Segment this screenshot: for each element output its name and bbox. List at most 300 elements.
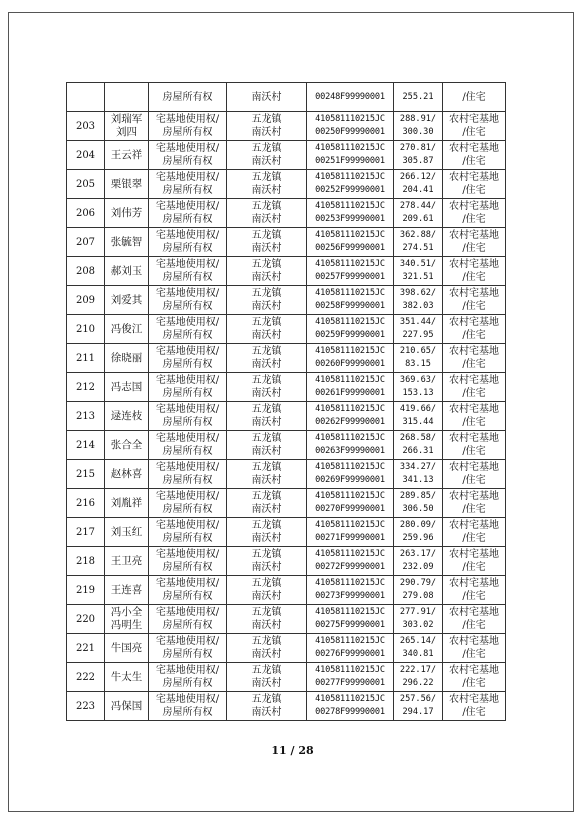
row-number-cell: 211	[67, 344, 105, 373]
right-type-line: 宅基地使用权/	[155, 491, 220, 502]
use-line: /住宅	[462, 620, 486, 631]
row-number-cell	[67, 83, 105, 112]
location-line: 南沃村	[251, 127, 282, 138]
unit-code-cell	[307, 286, 394, 315]
row-number-cell: 204	[67, 141, 105, 170]
unit-code-line: 00271F99990001	[315, 533, 385, 543]
area-line: 340.51/	[399, 259, 437, 269]
right-type-line: 宅基地使用权/	[155, 636, 220, 647]
use-cell	[443, 605, 506, 634]
use-cell	[443, 692, 506, 721]
right-type-cell	[149, 518, 227, 547]
right-type-cell	[149, 315, 227, 344]
use-line: 农村宅基地	[449, 607, 499, 618]
location-line: 南沃村	[251, 156, 282, 167]
unit-code-cell	[307, 112, 394, 141]
row-number-cell: 216	[67, 489, 105, 518]
area-cell	[394, 547, 443, 576]
right-type-line: 宅基地使用权/	[155, 462, 220, 473]
name-line: 徐晓丽	[110, 351, 143, 364]
use-line: 农村宅基地	[449, 375, 499, 386]
use-cell	[443, 402, 506, 431]
name-line: 张合全	[110, 438, 143, 451]
use-cell	[443, 518, 506, 547]
unit-code-line: 00278F99990001	[315, 707, 385, 717]
use-line: 农村宅基地	[449, 201, 499, 212]
row-number-cell: 221	[67, 634, 105, 663]
unit-code-line: 00258F99990001	[315, 301, 385, 311]
table-row	[67, 402, 506, 431]
table-row	[67, 315, 506, 344]
use-line: /住宅	[462, 649, 486, 660]
right-type-line: 宅基地使用权/	[155, 549, 220, 560]
area-line: 305.87	[402, 156, 434, 166]
location-cell	[227, 170, 307, 199]
use-cell	[443, 286, 506, 315]
unit-code-line: 410581110215JC	[315, 201, 385, 211]
area-line: 340.81	[402, 649, 434, 659]
row-number-cell: 218	[67, 547, 105, 576]
row-number-cell: 223	[67, 692, 105, 721]
right-type-line: 房屋所有权	[162, 475, 213, 486]
right-type-line: 宅基地使用权/	[155, 607, 220, 618]
right-type-line: 宅基地使用权/	[155, 201, 220, 212]
area-cell	[394, 605, 443, 634]
row-number-cell: 217	[67, 518, 105, 547]
location-cell	[227, 344, 307, 373]
row-number-cell: 219	[67, 576, 105, 605]
area-line: 300.30	[402, 127, 434, 137]
right-type-cell	[149, 431, 227, 460]
use-line: 农村宅基地	[449, 665, 499, 676]
location-line: 五龙镇	[251, 578, 282, 589]
name-cell	[105, 547, 149, 576]
right-type-line: 宅基地使用权/	[155, 433, 220, 444]
name-line: 冯保国	[110, 699, 143, 712]
name-line: 王连喜	[110, 583, 143, 596]
area-line: 209.61	[402, 214, 434, 224]
use-cell	[443, 315, 506, 344]
right-type-line: 房屋所有权	[162, 678, 213, 689]
area-line: 290.79/	[399, 578, 437, 588]
area-line: 204.41	[402, 185, 434, 195]
area-cell	[394, 460, 443, 489]
use-line: /住宅	[462, 156, 486, 167]
location-cell	[227, 431, 307, 460]
location-line: 五龙镇	[251, 491, 282, 502]
name-cell	[105, 373, 149, 402]
name-line: 冯小全	[110, 606, 143, 618]
unit-code-line: 410581110215JC	[315, 491, 385, 501]
location-cell	[227, 228, 307, 257]
name-cell	[105, 315, 149, 344]
use-line: 农村宅基地	[449, 259, 499, 270]
unit-code-line: 00270F99990001	[315, 504, 385, 514]
table-row	[67, 460, 506, 489]
area-line: 259.96	[402, 533, 434, 543]
right-type-line: 房屋所有权	[162, 620, 213, 631]
use-cell	[443, 431, 506, 460]
row-number-cell: 222	[67, 663, 105, 692]
right-type-cell	[149, 199, 227, 228]
table-row	[67, 692, 506, 721]
table-row	[67, 373, 506, 402]
right-type-line: 宅基地使用权/	[155, 578, 220, 589]
use-line: 农村宅基地	[449, 143, 499, 154]
right-type-line: 宅基地使用权/	[155, 259, 220, 270]
area-line: 232.09	[402, 562, 434, 572]
use-cell	[443, 460, 506, 489]
use-line: /住宅	[462, 417, 486, 428]
unit-code-cell	[307, 315, 394, 344]
area-line: 306.50	[402, 504, 434, 514]
area-line: 268.58/	[399, 433, 437, 443]
right-type-line: 房屋所有权	[162, 649, 213, 660]
location-line: 五龙镇	[251, 259, 282, 270]
use-cell	[443, 257, 506, 286]
table-row	[67, 547, 506, 576]
name-line: 栗银翠	[110, 177, 143, 190]
unit-code-line: 00263F99990001	[315, 446, 385, 456]
use-cell: /住宅	[443, 83, 506, 112]
name-cell	[105, 692, 149, 721]
unit-code-line: 410581110215JC	[315, 230, 385, 240]
location-line: 五龙镇	[251, 346, 282, 357]
unit-code-line: 00253F99990001	[315, 214, 385, 224]
right-type-line: 房屋所有权	[162, 272, 213, 283]
right-type-line: 宅基地使用权/	[155, 114, 220, 125]
right-type-cell	[149, 489, 227, 518]
use-line: /住宅	[462, 301, 486, 312]
location-line: 五龙镇	[251, 404, 282, 415]
location-line: 五龙镇	[251, 433, 282, 444]
unit-code-line: 00273F99990001	[315, 591, 385, 601]
name-cell	[105, 170, 149, 199]
name-line: 冯明生	[110, 619, 143, 631]
unit-code-line: 410581110215JC	[315, 433, 385, 443]
name-line: 刘胤祥	[110, 496, 143, 509]
name-line: 刘玉红	[110, 525, 143, 538]
area-line: 398.62/	[399, 288, 437, 298]
right-type-cell	[149, 170, 227, 199]
table-row	[67, 141, 506, 170]
area-cell	[394, 576, 443, 605]
row-number-cell: 215	[67, 460, 105, 489]
location-line: 南沃村	[251, 272, 282, 283]
location-line: 五龙镇	[251, 462, 282, 473]
location-line: 五龙镇	[251, 317, 282, 328]
location-line: 南沃村	[251, 591, 282, 602]
name-cell	[105, 83, 149, 112]
unit-code-line: 410581110215JC	[315, 520, 385, 530]
table-row	[67, 344, 506, 373]
area-line: 419.66/	[399, 404, 437, 414]
location-cell	[227, 576, 307, 605]
use-cell	[443, 112, 506, 141]
table-row	[67, 112, 506, 141]
right-type-line: 宅基地使用权/	[155, 404, 220, 415]
area-line: 296.22	[402, 678, 434, 688]
use-line: 农村宅基地	[449, 520, 499, 531]
location-line: 五龙镇	[251, 143, 282, 154]
use-line: /住宅	[462, 533, 486, 544]
row-number-cell: 209	[67, 286, 105, 315]
right-type-line: 房屋所有权	[162, 707, 213, 718]
unit-code-line: 00276F99990001	[315, 649, 385, 659]
right-type-line: 房屋所有权	[162, 330, 213, 341]
right-type-cell	[149, 460, 227, 489]
area-cell	[394, 141, 443, 170]
unit-code-cell	[307, 228, 394, 257]
area-cell	[394, 199, 443, 228]
right-type-line: 房屋所有权	[162, 185, 213, 196]
location-cell	[227, 692, 307, 721]
area-cell	[394, 663, 443, 692]
unit-code-line: 410581110215JC	[315, 694, 385, 704]
use-line: /住宅	[462, 562, 486, 573]
area-line: 210.65/	[399, 346, 437, 356]
location-line: 南沃村	[251, 417, 282, 428]
unit-code-line: 410581110215JC	[315, 317, 385, 327]
right-type-line: 房屋所有权	[162, 388, 213, 399]
location-line: 五龙镇	[251, 549, 282, 560]
area-cell	[394, 518, 443, 547]
right-type-cell	[149, 605, 227, 634]
right-type-line: 宅基地使用权/	[155, 694, 220, 705]
use-cell	[443, 141, 506, 170]
right-type-cell	[149, 547, 227, 576]
location-line: 五龙镇	[251, 636, 282, 647]
name-line: 逯连枝	[110, 409, 143, 422]
area-line: 280.09/	[399, 520, 437, 530]
location-cell	[227, 547, 307, 576]
name-cell	[105, 576, 149, 605]
location-cell	[227, 199, 307, 228]
unit-code-line: 00251F99990001	[315, 156, 385, 166]
use-line: 农村宅基地	[449, 114, 499, 125]
name-line: 刘爱其	[110, 293, 143, 306]
use-line: /住宅	[462, 127, 486, 138]
right-type-cell	[149, 286, 227, 315]
row-number-cell: 220	[67, 605, 105, 634]
use-line: /住宅	[462, 330, 486, 341]
unit-code-cell	[307, 460, 394, 489]
location-cell	[227, 489, 307, 518]
area-line: 257.56/	[399, 694, 437, 704]
table-row	[67, 576, 506, 605]
unit-code-cell	[307, 605, 394, 634]
location-line: 南沃村	[251, 649, 282, 660]
name-cell	[105, 402, 149, 431]
use-cell	[443, 228, 506, 257]
area-line: 270.81/	[399, 143, 437, 153]
location-cell	[227, 518, 307, 547]
name-cell	[105, 663, 149, 692]
unit-code-cell	[307, 199, 394, 228]
location-line: 五龙镇	[251, 172, 282, 183]
location-line: 五龙镇	[251, 288, 282, 299]
use-line: 农村宅基地	[449, 491, 499, 502]
unit-code-line: 00257F99990001	[315, 272, 385, 282]
name-line: 冯俊江	[110, 322, 143, 335]
right-type-line: 房屋所有权	[162, 301, 213, 312]
use-cell	[443, 373, 506, 402]
area-cell	[394, 489, 443, 518]
row-number-cell: 212	[67, 373, 105, 402]
use-cell	[443, 199, 506, 228]
unit-code-cell	[307, 344, 394, 373]
area-line: 362.88/	[399, 230, 437, 240]
location-line: 南沃村	[251, 359, 282, 370]
unit-code-line: 00275F99990001	[315, 620, 385, 630]
location-line: 南沃村	[251, 707, 282, 718]
name-cell	[105, 112, 149, 141]
use-cell	[443, 489, 506, 518]
name-line: 郝刘玉	[110, 264, 143, 277]
use-line: /住宅	[462, 591, 486, 602]
name-line: 牛太生	[110, 670, 143, 683]
area-cell	[394, 692, 443, 721]
location-cell	[227, 634, 307, 663]
location-line: 南沃村	[251, 678, 282, 689]
right-type-cell	[149, 402, 227, 431]
right-type-cell	[149, 344, 227, 373]
area-cell	[394, 344, 443, 373]
right-type-line: 宅基地使用权/	[155, 520, 220, 531]
use-line: 农村宅基地	[449, 578, 499, 589]
area-cell	[394, 402, 443, 431]
use-line: 农村宅基地	[449, 404, 499, 415]
use-line: /住宅	[462, 475, 486, 486]
area-line: 369.63/	[399, 375, 437, 385]
area-line: 222.17/	[399, 665, 437, 675]
right-type-line: 宅基地使用权/	[155, 230, 220, 241]
right-type-cell	[149, 112, 227, 141]
use-line: /住宅	[462, 388, 486, 399]
location-line: 五龙镇	[251, 114, 282, 125]
location-line: 南沃村	[251, 388, 282, 399]
area-cell	[394, 286, 443, 315]
location-line: 南沃村	[251, 214, 282, 225]
location-line: 南沃村	[251, 562, 282, 573]
unit-code-line: 410581110215JC	[315, 375, 385, 385]
use-line: /住宅	[462, 504, 486, 515]
unit-code-line: 00250F99990001	[315, 127, 385, 137]
use-line: /住宅	[462, 243, 486, 254]
unit-code-line: 410581110215JC	[315, 462, 385, 472]
area-cell	[394, 634, 443, 663]
use-line: 农村宅基地	[449, 288, 499, 299]
location-cell	[227, 286, 307, 315]
name-cell	[105, 431, 149, 460]
page-number: 11 / 28	[271, 744, 314, 757]
name-cell	[105, 141, 149, 170]
table-row	[67, 489, 506, 518]
area-cell: 255.21	[394, 83, 443, 112]
location-cell	[227, 112, 307, 141]
unit-code-line: 00277F99990001	[315, 678, 385, 688]
name-cell	[105, 344, 149, 373]
location-line: 南沃村	[251, 330, 282, 341]
unit-code-line: 410581110215JC	[315, 607, 385, 617]
area-line: 351.44/	[399, 317, 437, 327]
area-line: 266.12/	[399, 172, 437, 182]
area-line: 279.08	[402, 591, 434, 601]
table-row	[67, 663, 506, 692]
unit-code-line: 410581110215JC	[315, 143, 385, 153]
location-line: 南沃村	[251, 620, 282, 631]
location-line: 南沃村	[251, 475, 282, 486]
use-cell	[443, 576, 506, 605]
row-number-cell: 214	[67, 431, 105, 460]
name-line: 王卫亮	[110, 554, 143, 567]
unit-code-line: 00260F99990001	[315, 359, 385, 369]
area-line: 266.31	[402, 446, 434, 456]
area-line: 303.02	[402, 620, 434, 630]
right-type-cell	[149, 373, 227, 402]
area-cell	[394, 373, 443, 402]
unit-code-cell	[307, 373, 394, 402]
area-line: 278.44/	[399, 201, 437, 211]
unit-code-cell: 00248F99990001	[307, 83, 394, 112]
unit-code-line: 00256F99990001	[315, 243, 385, 253]
name-cell	[105, 634, 149, 663]
area-line: 265.14/	[399, 636, 437, 646]
table-row	[67, 605, 506, 634]
area-line: 315.44	[402, 417, 434, 427]
area-line: 289.85/	[399, 491, 437, 501]
area-line: 382.03	[402, 301, 434, 311]
right-type-line: 房屋所有权	[162, 243, 213, 254]
unit-code-line: 00261F99990001	[315, 388, 385, 398]
unit-code-cell	[307, 141, 394, 170]
unit-code-cell	[307, 518, 394, 547]
unit-code-line: 00269F99990001	[315, 475, 385, 485]
right-type-line: 房屋所有权	[162, 591, 213, 602]
right-type-line: 宅基地使用权/	[155, 288, 220, 299]
records-table	[66, 82, 506, 721]
right-type-cell	[149, 257, 227, 286]
table-row	[67, 199, 506, 228]
use-line: /住宅	[462, 272, 486, 283]
table-row	[67, 257, 506, 286]
location-line: 南沃村	[251, 185, 282, 196]
name-cell	[105, 518, 149, 547]
use-line: /住宅	[462, 214, 486, 225]
location-cell	[227, 460, 307, 489]
use-cell	[443, 663, 506, 692]
location-line: 五龙镇	[251, 607, 282, 618]
use-line: /住宅	[462, 446, 486, 457]
right-type-line: 房屋所有权	[162, 156, 213, 167]
location-line: 南沃村	[251, 446, 282, 457]
row-number-cell: 208	[67, 257, 105, 286]
area-cell	[394, 228, 443, 257]
unit-code-line: 410581110215JC	[315, 578, 385, 588]
location-line: 南沃村	[251, 301, 282, 312]
right-type-line: 宅基地使用权/	[155, 317, 220, 328]
area-cell	[394, 170, 443, 199]
use-cell	[443, 547, 506, 576]
location-line: 南沃村	[251, 533, 282, 544]
area-line: 83.15	[405, 359, 431, 369]
use-line: 农村宅基地	[449, 230, 499, 241]
name-cell	[105, 199, 149, 228]
row-number-cell: 210	[67, 315, 105, 344]
unit-code-line: 410581110215JC	[315, 114, 385, 124]
name-line: 牛国亮	[110, 641, 143, 654]
unit-code-line: 410581110215JC	[315, 549, 385, 559]
